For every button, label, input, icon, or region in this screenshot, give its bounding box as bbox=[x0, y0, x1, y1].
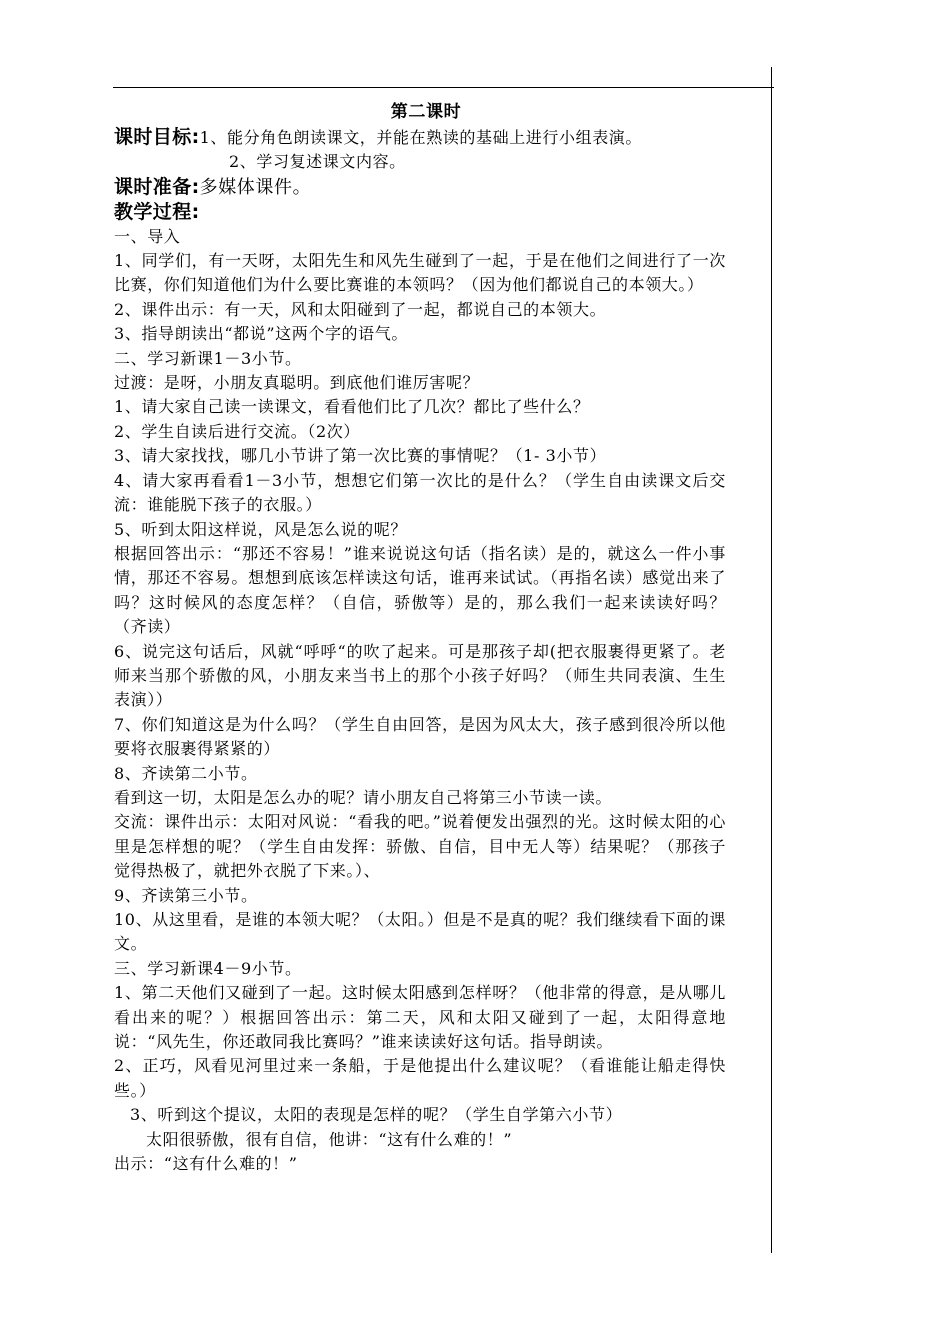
paragraph: 2、正巧，风看见河里过来一条船，于是他提出什么建议呢？（看谁能让船走得快些。） bbox=[114, 1056, 726, 1100]
lesson-document bbox=[114, 99, 726, 1176]
paragraph: 交流：课件出示：太阳对风说：“看我的吧。”说着便发出强烈的光。这时候太阳的心里是怎样想的呢？（学生自由发挥：骄傲、自信，目中无人等）结果呢？（那孩子觉得热极了，就把外衣脱了下来。）、 bbox=[114, 812, 726, 881]
goal-item-2: 2、学习复述课文内容。 bbox=[229, 152, 406, 172]
paragraph: 看到这一切，太阳是怎么办的呢？请小朋友自己将第三小节读一读。 bbox=[114, 787, 613, 807]
paragraph: 7、你们知道这是为什么吗？（学生自由回答，是因为风太大，孩子感到很冷所以他要将衣服裹得紧紧的） bbox=[114, 714, 726, 759]
paragraph-last: 出示：“这有什么难的！” bbox=[114, 1154, 298, 1174]
paragraph: 2、学生自读后进行交流。（2次） bbox=[114, 421, 360, 441]
paragraph: 过渡：是呀，小朋友真聪明。到底他们谁厉害呢？ bbox=[114, 373, 480, 393]
paragraph-indented-quote: 太阳很骄傲，很有自信，他讲：“这有什么难的！” bbox=[146, 1129, 513, 1149]
paragraph: 9、齐读第三小节。 bbox=[114, 885, 258, 905]
right-rule bbox=[771, 67, 772, 1253]
paragraph: 3、指导朗读出“都说”这两个字的语气。 bbox=[114, 324, 408, 344]
paragraph: 三、学习新课4－9小节。 bbox=[114, 958, 302, 978]
paragraph: 4、请大家再看看1－3小节，想想它们第一次比的是什么？（学生自由读课文后交流：谁能脱下孩子的衣服。） bbox=[114, 470, 726, 515]
prep-value: 多媒体课件。 bbox=[199, 176, 312, 198]
paragraph: 根据回答出示：“那还不容易！”谁来说说这句话（指名读）是的，就这么一件小事情，那还不容易。想想到底该怎样读这句话，谁再来试试。（再指名读）感觉出来了吗？这时候风的态度怎样？（自信，骄傲等）是的，那么我们一起来读读好吗？（齐读） bbox=[114, 543, 726, 637]
paragraph: 1、第二天他们又碰到了一起。这时候太阳感到怎样呀？（他非常的得意，是从哪儿看出来的呢？）根据回答出示：第二天，风和太阳又碰到了一起，太阳得意地说：“风先生，你还敢同我比赛吗？”谁来读读好这句话。指导朗读。 bbox=[114, 983, 726, 1052]
prep-label: 课时准备: bbox=[114, 175, 200, 198]
paragraph: 二、学习新课1－3小节。 bbox=[114, 348, 302, 368]
paragraph-indented: 3、听到这个提议，太阳的表现是怎样的呢？（学生自学第六小节） bbox=[130, 1105, 623, 1125]
paragraph: 1、同学们，有一天呀，太阳先生和风先生碰到了一起，于是在他们之间进行了一次比赛，你们知道他们为什么要比赛谁的本领吗？（因为他们都说自己的本领大。） bbox=[114, 251, 726, 295]
paragraph: 2、课件出示：有一天，风和太阳碰到了一起，都说自己的本领大。 bbox=[114, 299, 607, 319]
top-rule bbox=[113, 87, 774, 88]
paragraph: 6、说完这句话后，风就“呼呼“的吹了起来。可是那孩子却(把衣服裹得更紧了。老师来当那个骄傲的风，小朋友来当书上的那个小孩子好吗？（师生共同表演、生生表演）） bbox=[114, 641, 726, 710]
paragraph: 一、导入 bbox=[114, 226, 181, 246]
goal-item-1: 1、能分角色朗读课文，并能在熟读的基础上进行小组表演。 bbox=[199, 128, 642, 147]
process-label: 教学过程: bbox=[114, 201, 200, 224]
paragraph: 3、请大家找找，哪几小节讲了第一次比赛的事情呢？（1- 3小节） bbox=[114, 446, 607, 466]
paragraph: 5、听到太阳这样说，风是怎么说的呢？ bbox=[114, 519, 407, 539]
prep-row bbox=[114, 175, 726, 200]
paragraph: 8、齐读第二小节。 bbox=[114, 763, 258, 783]
lesson-title: 第二课时 bbox=[390, 102, 462, 122]
goal-row bbox=[114, 125, 726, 150]
paragraph: 10、从这里看，是谁的本领大呢？（太阳。）但是不是真的呢？我们继续看下面的课文。 bbox=[114, 910, 726, 954]
paragraph: 1、请大家自己读一读课文，看看他们比了几次？都比了些什么？ bbox=[114, 397, 590, 417]
paragraph-list bbox=[114, 225, 726, 1177]
goal-label: 课时目标: bbox=[114, 126, 200, 148]
